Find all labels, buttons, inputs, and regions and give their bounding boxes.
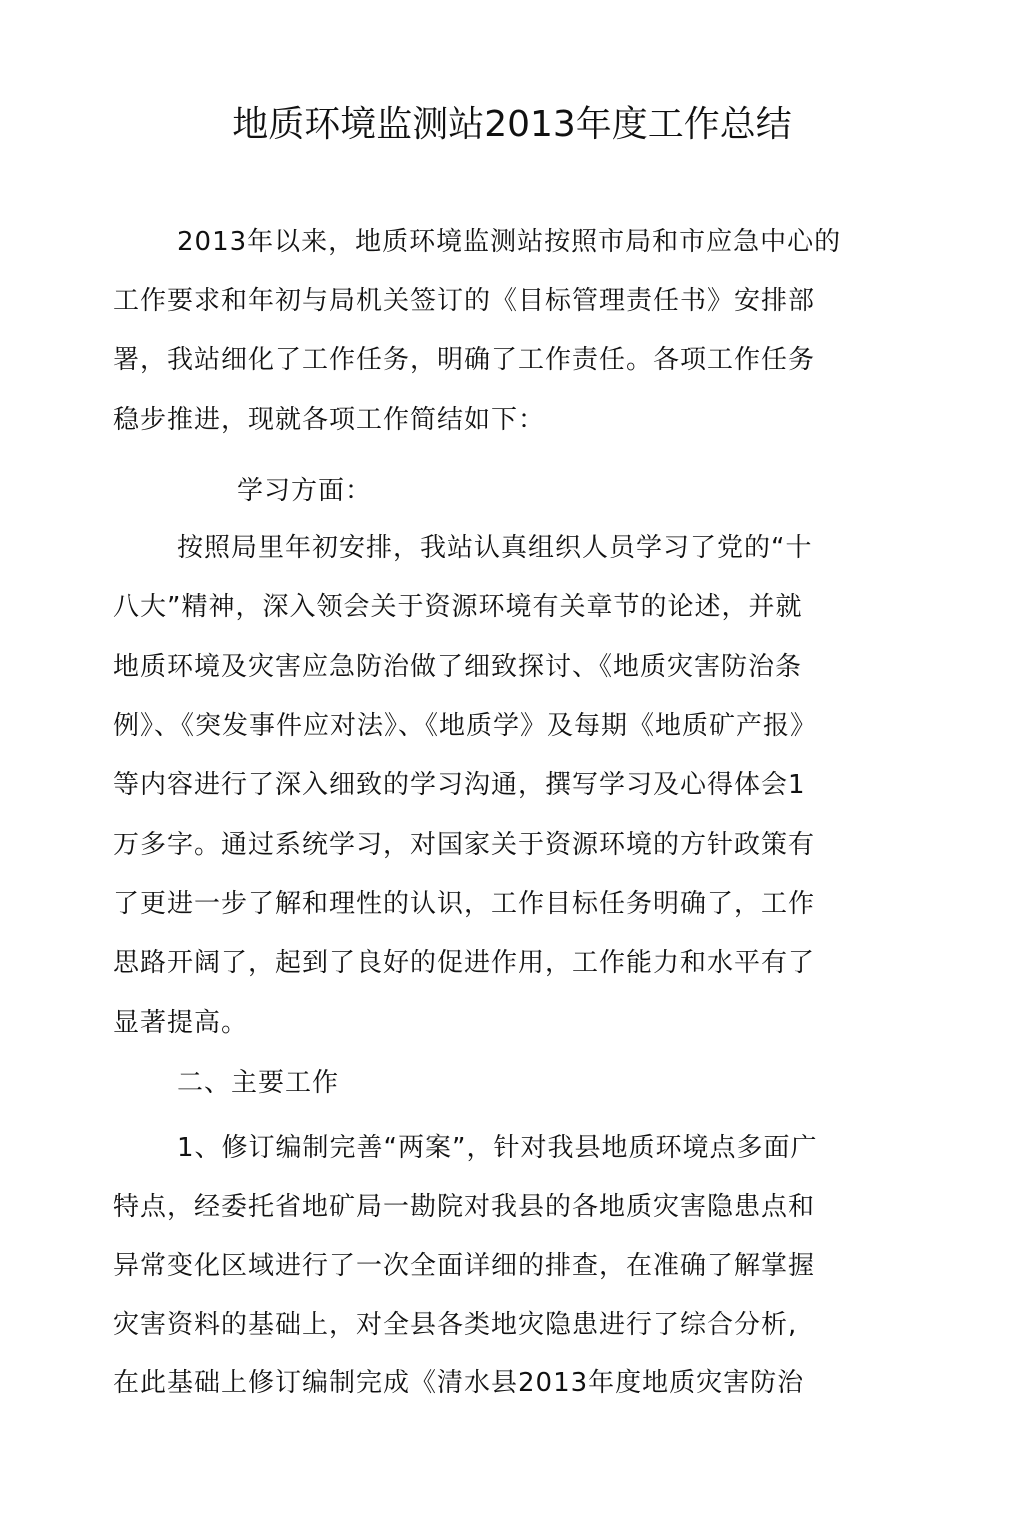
paragraph-line: 万多字。通过系统学习，对国家关于资源环境的方针政策有 (113, 830, 816, 860)
paragraph-line: 八大”精神，深入领会关于资源环境有关章节的论述，并就 (113, 592, 803, 622)
paragraph-line: 特点，经委托省地矿局一勘院对我县的各地质灾害隐患点和 (113, 1192, 816, 1222)
paragraph-line: 稳步推进，现就各项工作简结如下： (113, 405, 546, 435)
paragraph-line: 灾害资料的基础上，对全县各类地灾隐患进行了综合分析, (113, 1310, 798, 1340)
paragraph-line: 1、修订编制完善“两案”，针对我县地质环境点多面广 (177, 1133, 818, 1163)
section-heading: 二、主要工作 (177, 1068, 340, 1098)
paragraph-line: 工作要求和年初与局机关签订的《目标管理责任书》安排部 (113, 286, 816, 316)
paragraph-line: 2013年以来，地质环境监测站按照市局和市应急中心的 (177, 227, 842, 257)
paragraph-line: 了更进一步了解和理性的认识，工作目标任务明确了，工作 (113, 889, 816, 919)
paragraph-line: 思路开阔了，起到了良好的促进作用，工作能力和水平有了 (113, 948, 816, 978)
section-heading: 学习方面： (237, 476, 373, 506)
paragraph-line: 在此基础上修订编制完成《清水县2013年度地质灾害防治 (113, 1368, 805, 1398)
paragraph-line: 异常变化区域进行了一次全面详细的排查，在准确了解掌握 (113, 1251, 816, 1281)
paragraph-line: 署，我站细化了工作任务，明确了工作责任。各项工作任务 (113, 345, 816, 375)
paragraph-line: 地质环境及灾害应急防治做了细致探讨、《地质灾害防治条 (113, 652, 803, 682)
paragraph-line: 显著提高。 (113, 1008, 249, 1038)
paragraph-line: 例》、《突发事件应对法》、《地质学》及每期《地质矿产报》 (113, 711, 818, 741)
document-title: 地质环境监测站2013年度工作总结 (232, 104, 792, 145)
paragraph-line: 按照局里年初安排，我站认真组织人员学习了党的“十 (177, 533, 813, 563)
paragraph-line: 等内容进行了深入细致的学习沟通，撰写学习及心得体会1 (113, 770, 806, 800)
